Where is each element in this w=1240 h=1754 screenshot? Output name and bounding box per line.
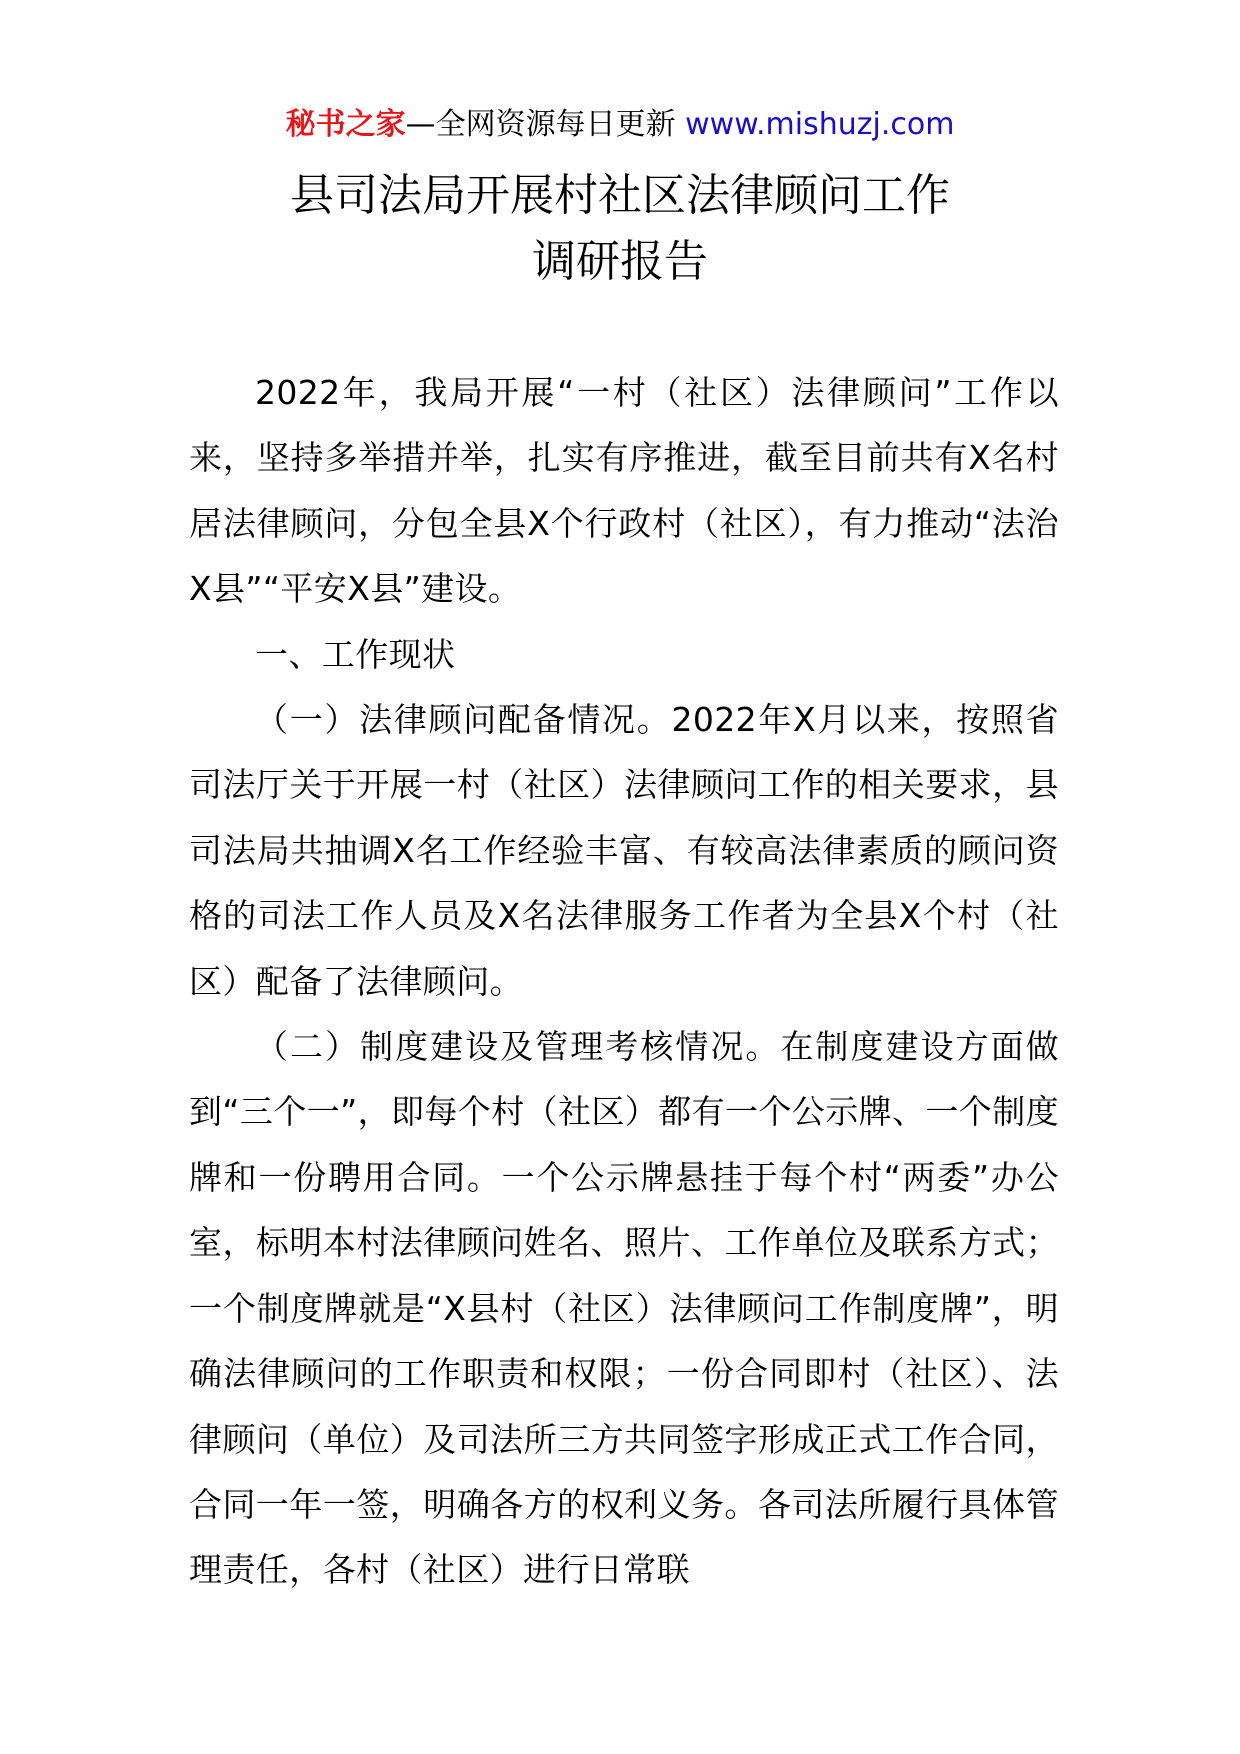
site-header xyxy=(0,103,1240,147)
document-title-line-1: 县司法局开展村社区法律顾问工作 xyxy=(290,170,950,221)
paragraph-system-building: （二）制度建设及管理考核情况。在制度建设方面做到“三个一”，即每个村（社区）都有一个公示牌、一个制度牌和一份聘用合同。一个公示牌悬挂于每个村“两委”办公室，标明本村法律顾问姓名、照片、工作单位及联系方式；一个制度牌就是“X县村（社区）法律顾问工作制度牌”，明确法律顾问的工作职责和权限；一份合同即村（社区）、法律顾问（单位）及司法所三方共同签字形成正式工作合同，合同一年一签，明确各方的权利义务。各司法所履行具体管理责任，各村（社区）进行日常联 xyxy=(189,1027,1059,1590)
intro-paragraph: 2022年，我局开展“一村（社区）法律顾问”工作以来，坚持多举措并举，扎实有序推进，截至目前共有X名村居法律顾问，分包全县X个行政村（社区），有力推动“法治X县”“平安X县”建设。 xyxy=(189,373,1059,609)
document-body xyxy=(189,360,1059,1603)
document-title-line-2: 调研报告 xyxy=(532,236,708,287)
site-url-link[interactable]: www.mishuzj.com xyxy=(685,107,955,142)
site-slogan: —全网资源每日更新 xyxy=(405,107,676,142)
section-heading-current-status: 一、工作现状 xyxy=(255,634,456,674)
site-brand: 秘书之家 xyxy=(285,107,406,142)
paragraph-legal-advisor-staffing: （一）法律顾问配备情况。2022年X月以来，按照省司法厅关于开展一村（社区）法律顾问工作的相关要求，县司法局共抽调X名工作经验丰富、有较高法律素质的顾问资格的司法工作人员及X名法律服务工作者为全县X个村（社区）配备了法律顾问。 xyxy=(189,700,1059,1001)
